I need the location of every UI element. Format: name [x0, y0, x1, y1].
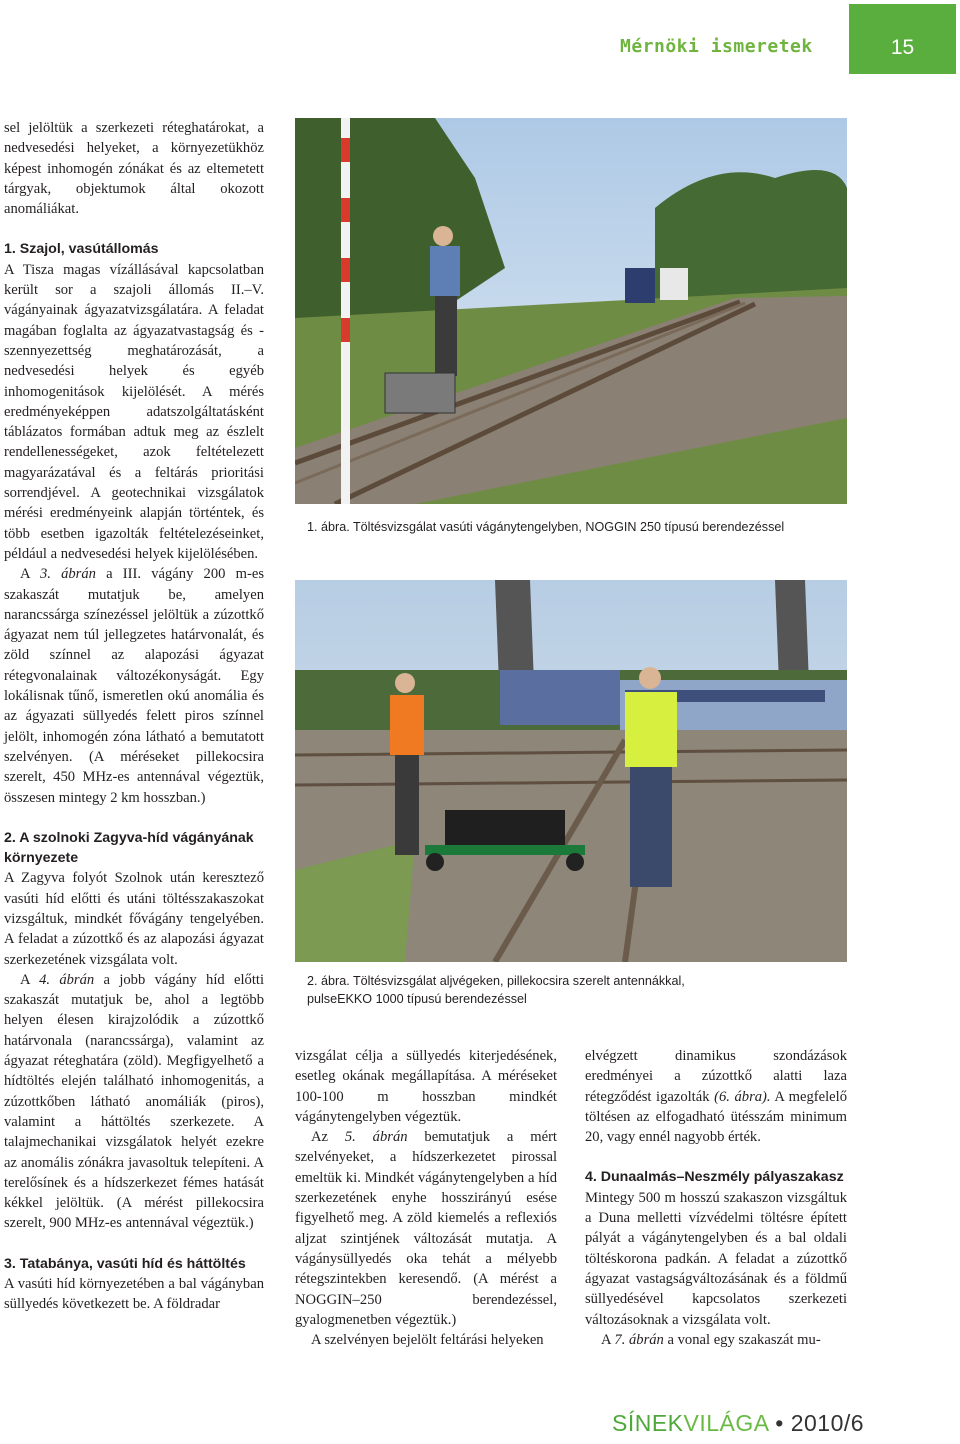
middle-column: [295, 1046, 557, 1350]
paragraph: A Zagyva folyót Szolnok után keresztező vasúti híd előtti és utáni töltésszakaszokat vizsgáltuk, mindkét fővágány tengelyében. A feladat a zúzottkő és az alapozási ágyazat szerkezetének vizsgálata volt.: [4, 870, 264, 968]
figure-reference: 5. ábrán: [344, 1129, 408, 1146]
rail-cart-survey-image: [295, 580, 847, 962]
section-heading-3: 3. Tatabánya, vasúti híd és háttöltés: [4, 1255, 246, 1272]
figure-2-photo: [295, 580, 847, 962]
paragraph: vizsgálat célja a süllyedés kiterjedésének, esetleg okának megállapítása. A méréseket 100-100 m hosszban mindkét vágánytengelyben végeztük.: [295, 1048, 557, 1125]
section-heading-1: 1. Szajol, vasútállomás: [4, 241, 159, 258]
footer-brand: [612, 1410, 864, 1437]
paragraph: Mintegy 500 m hosszú szakaszon vizsgáltuk a Duna melletti vízvédelmi töltésre épített pályát a vágánytengelyben és a bal oldali töltéskorona padkán. A feladat a zúzottkő ágyazat vastagságváltozásának és a földmű süllyedésével kapcsolatos szerkezeti változásoknak a vizsgálata volt.: [585, 1189, 847, 1328]
page-number: 15: [890, 36, 915, 59]
figure-1-caption: 1. ábra. Töltésvizsgálat vasúti vágánytengelyben, NOGGIN 250 típusú berendezéssel: [307, 520, 785, 534]
right-column: [585, 1046, 847, 1350]
running-head: Mérnöki ismeretek: [620, 36, 813, 57]
paragraph: A vasúti híd környezetében a bal vágányban süllyedés következett be. A földradar: [4, 1276, 264, 1313]
section-heading-2: 2. A szolnoki Zagyva-híd vágányának környezete: [4, 829, 254, 867]
caption-line: pulseEKKO 1000 típusú berendezéssel: [307, 992, 527, 1006]
paragraph: Az 5. ábrán bemutatjuk a mért szelvényeket, a hídszerkezetet pirossal emeltük ki. Mindkét vágánytengelyben a híd szerkezetének enyhe hosszirányú esése figyelhető meg. A zöld kiemelés a reflexiós aljzat szintjének változását mutatja. A vágánysüllyedés oka tehát a mélyebb rétegszintekben keresendő. (A mérést a NOGGIN–250 berendezéssel, gyalogmenetben végeztük.): [295, 1129, 557, 1328]
figure-reference: (6. ábra).: [714, 1088, 771, 1105]
left-column: [4, 118, 264, 1315]
brand-light: VILÁGA: [683, 1410, 769, 1436]
caption-line: 2. ábra. Töltésvizsgálat aljvégeken, pillekocsira szerelt antennákkal,: [307, 974, 685, 988]
paragraph: A 7. ábrán a vonal egy szakaszát mu-: [601, 1331, 821, 1348]
figure-reference: 4. ábrán: [39, 971, 95, 988]
section-heading-4: 4. Dunaalmás–Neszmély pályaszakasz: [585, 1169, 844, 1186]
railway-track-survey-image: [295, 118, 847, 504]
paragraph: sel jelöltük a szerkezeti réteghatárokat, a nedvesedési helyeket, a környezetükhöz képest inhomogén zónákat és az eltemetett tárgyak, objektumok által okozott anomáliákat.: [4, 120, 264, 218]
issue-number: • 2010/6: [768, 1410, 865, 1436]
figure-1-photo: [295, 118, 847, 504]
page-number-box: [849, 4, 956, 74]
paragraph: A Tisza magas vízállásával kapcsolatban került sor a szajoli állomás II.–V. vágányainak ágyazatvizsgálatára. A feladat magában foglalta az ágyazatvastagság és -szennyezettség meghatározását, a nedvesedési helyek és egyéb inhomogenitások kijelölését. A mérés eredményeképpen adatszolgáltatásként táblázatos formában adtuk meg az észlelt rendellenességeket, azok feltételezett magyarázatával és a feltárás prioritási sorrendjével. A geotechnikai vizsgálatok mérési eredményeink alapján történtek, és több esetben igazolták feltételezéseinket, például a nedvesedési helyek kijelölésében.: [4, 261, 264, 562]
paragraph: A szelvényen bejelölt feltárási helyeken: [311, 1332, 544, 1349]
figure-reference: 7. ábrán: [614, 1331, 664, 1348]
figure-reference: 3. ábrán: [39, 566, 96, 583]
brand-bold: SÍNEK: [612, 1410, 684, 1436]
paragraph: A 4. ábrán a jobb vágány híd előtti szakaszát mutatjuk be, ahol a legtöbb helyen élesen kirajzolódik a zúzottkő határvonala (narancssárga), valamint az ágyazat réteghatára (zöld). Megfigyelhető a hídtöltés elején található inhomogenitás, a zúzottkőben látható anomáliák (piros), valamint a háttöltés szerkezete. A talajmechanikai vizsgálatok helyét ezekre az anomális zónákra javasoltuk telepíteni. A terelősínek és a hídszerkezet fémes hatását kékkel jelöltük. (A mérést pillekocsira szerelt, 900 MHz-es antennával végeztük.): [4, 971, 264, 1232]
figure-2-caption: [307, 972, 867, 1008]
paragraph: A 3. ábrán a III. vágány 200 m-es szakaszát mutatjuk be, amelyen narancssárga színezéssel jelöltük a zúzottkő ágyazat nem túl jellegzetes határvonalát, és zöld színnel az alapozási ágyazat rétegvonalainak változékonyságát. Egy lokálisnak tűnő, ismeretlen okú anomália és az ágyazati süllyedés felett piros színnel jelölt, inhomogén zóna látható a bemutatott szelvényen. (A méréseket pillekocsira szerelt, 450 MHz-es antennával végeztük, összesen mintegy 2 km hosszban.): [4, 566, 265, 806]
paragraph: elvégzett dinamikus szondázások eredményei a zúzottkő alatti laza rétegződést igazolták (6. ábra). A megfelelő töltésen az elfogadható ütésszám minimum 20, vagy ennél nagyobb érték.: [585, 1048, 847, 1146]
